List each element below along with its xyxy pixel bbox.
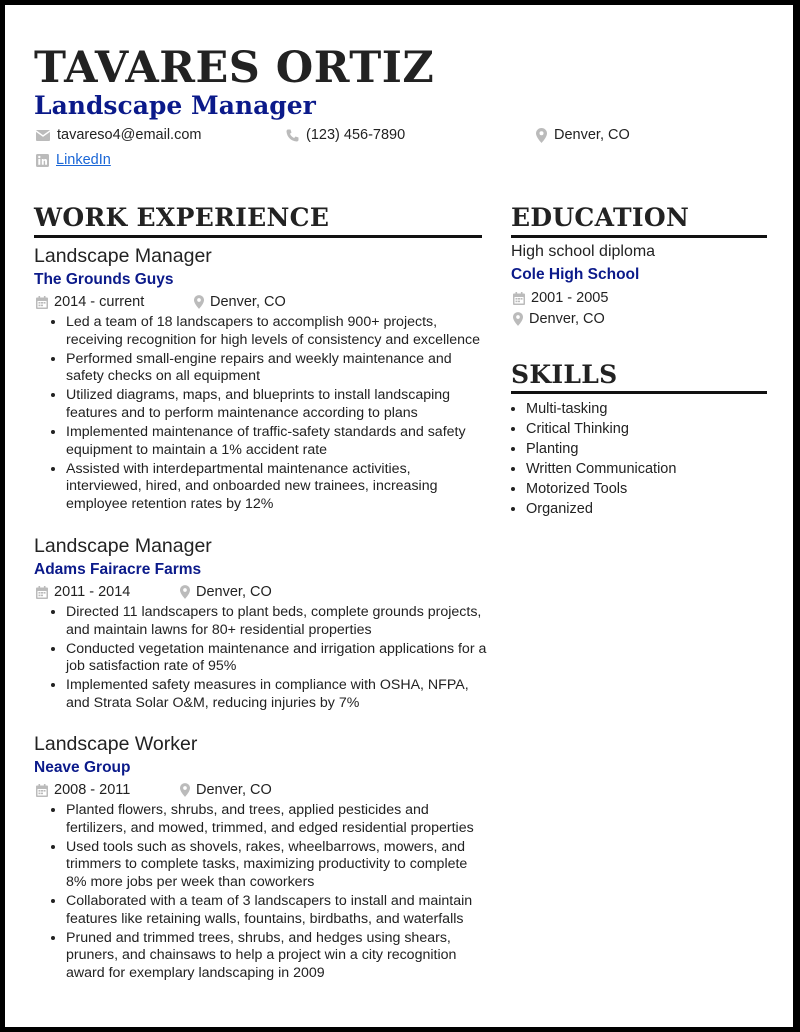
calendar-icon <box>36 296 48 309</box>
map-pin-icon <box>180 783 190 797</box>
list-item: • Led a team of 18 landscapers to accomplish 900+ projects, receiving recognition for high levels of consistency and excellence <box>66 314 490 349</box>
envelope-icon <box>36 130 50 141</box>
skill-item: • Critical Thinking <box>526 419 786 439</box>
linkedin-icon <box>36 154 49 167</box>
skills-heading: SKILLS <box>511 360 618 389</box>
linkedin-link[interactable]: LinkedIn <box>56 152 111 168</box>
education-degree: High school diploma <box>511 243 656 260</box>
education-heading: EDUCATION <box>511 203 690 232</box>
job-dates-text: 2008 - 2011 <box>54 782 131 798</box>
skill-item: • Organized <box>526 499 786 519</box>
job-dates-text: 2014 - current <box>54 294 145 310</box>
work-experience-heading: WORK EXPERIENCE <box>34 203 330 232</box>
job-dates <box>36 782 130 798</box>
list-item: • Conducted vegetation maintenance and irrigation applications for a job satisfaction rate of 95% <box>66 641 490 676</box>
education-location-text: Denver, CO <box>529 311 605 327</box>
email-text: tavareso4@email.com <box>57 127 202 143</box>
calendar-icon <box>36 586 48 599</box>
skills-divider <box>511 391 767 394</box>
job-dates <box>36 584 130 600</box>
job-location-text: Denver, CO <box>196 584 272 600</box>
job-location <box>180 782 272 798</box>
contact-phone <box>286 127 405 143</box>
location-text: Denver, CO <box>554 127 630 143</box>
list-item: • Planted flowers, shrubs, and trees, applied pesticides and fertilizers, and mowed, trimmed, and edged residential properties <box>66 802 490 837</box>
education-dates-text: 2001 - 2005 <box>531 290 609 306</box>
calendar-icon <box>513 292 525 305</box>
job-title: Landscape Manager <box>34 245 212 267</box>
company-name: Adams Fairacre Farms <box>34 561 202 578</box>
phone-text: (123) 456-7890 <box>306 127 406 143</box>
job-location <box>194 294 286 310</box>
education-dates <box>513 290 608 306</box>
contact-email <box>36 127 201 143</box>
contact-location <box>536 127 630 143</box>
education-divider <box>511 235 767 238</box>
skill-item: • Multi-tasking <box>526 399 786 419</box>
job-bullets <box>34 314 490 515</box>
map-pin-icon <box>513 312 523 326</box>
job-location-text: Denver, CO <box>210 294 286 310</box>
job-location-text: Denver, CO <box>196 782 272 798</box>
job-dates-text: 2011 - 2014 <box>54 584 131 600</box>
map-pin-icon <box>536 128 547 143</box>
education-location <box>513 311 605 327</box>
list-item: • Pruned and trimmed trees, shrubs, and hedges using shears, pruners, and chainsaws to help a project win a city recognition award for exemplary landscaping in 2009 <box>66 930 490 983</box>
candidate-name: TAVARES ORTIZ <box>34 43 435 93</box>
candidate-title: Landscape Manager <box>34 91 316 120</box>
list-item: • Directed 11 landscapers to plant beds, complete grounds projects, and maintain lawns for 80+ residential properties <box>66 604 490 639</box>
resume-page <box>5 5 793 1027</box>
job-title: Landscape Manager <box>34 535 212 557</box>
list-item: • Implemented safety measures in compliance with OSHA, NFPA, and Strata Solar O&M, reducing injuries by 7% <box>66 677 490 712</box>
job-bullets <box>34 802 490 984</box>
list-item: • Performed small-engine repairs and weekly maintenance and safety checks on all equipment <box>66 351 490 386</box>
contact-linkedin <box>36 152 111 168</box>
job-bullets <box>34 604 490 714</box>
list-item: • Implemented maintenance of traffic-safety standards and safety equipment to maintain a 1% accident rate <box>66 424 490 459</box>
list-item: • Used tools such as shovels, rakes, wheelbarrows, mowers, and trimmers to complete tasks, maximizing productivity to complete 8% more jobs per week than coworkers <box>66 839 490 892</box>
map-pin-icon <box>180 585 190 599</box>
phone-icon <box>286 129 299 142</box>
job-location <box>180 584 272 600</box>
job-title: Landscape Worker <box>34 733 198 755</box>
skill-item: • Written Communication <box>526 459 786 479</box>
list-item: • Utilized diagrams, maps, and blueprints to install landscaping features and to perform maintenance according to plans <box>66 387 490 422</box>
map-pin-icon <box>194 295 204 309</box>
company-name: The Grounds Guys <box>34 271 174 288</box>
school-name: Cole High School <box>511 266 640 283</box>
skills-list <box>511 399 786 519</box>
company-name: Neave Group <box>34 759 131 776</box>
skill-item: • Planting <box>526 439 786 459</box>
calendar-icon <box>36 784 48 797</box>
list-item: • Collaborated with a team of 3 landscapers to install and maintain features like retaining walls, fountains, birdbaths, and waterfalls <box>66 893 490 928</box>
skill-item: • Motorized Tools <box>526 479 786 499</box>
list-item: • Assisted with interdepartmental maintenance activities, interviewed, hired, and onboarded new trainees, increasing employee retention rates by 12% <box>66 461 490 514</box>
work-experience-divider <box>34 235 482 238</box>
job-dates <box>36 294 144 310</box>
